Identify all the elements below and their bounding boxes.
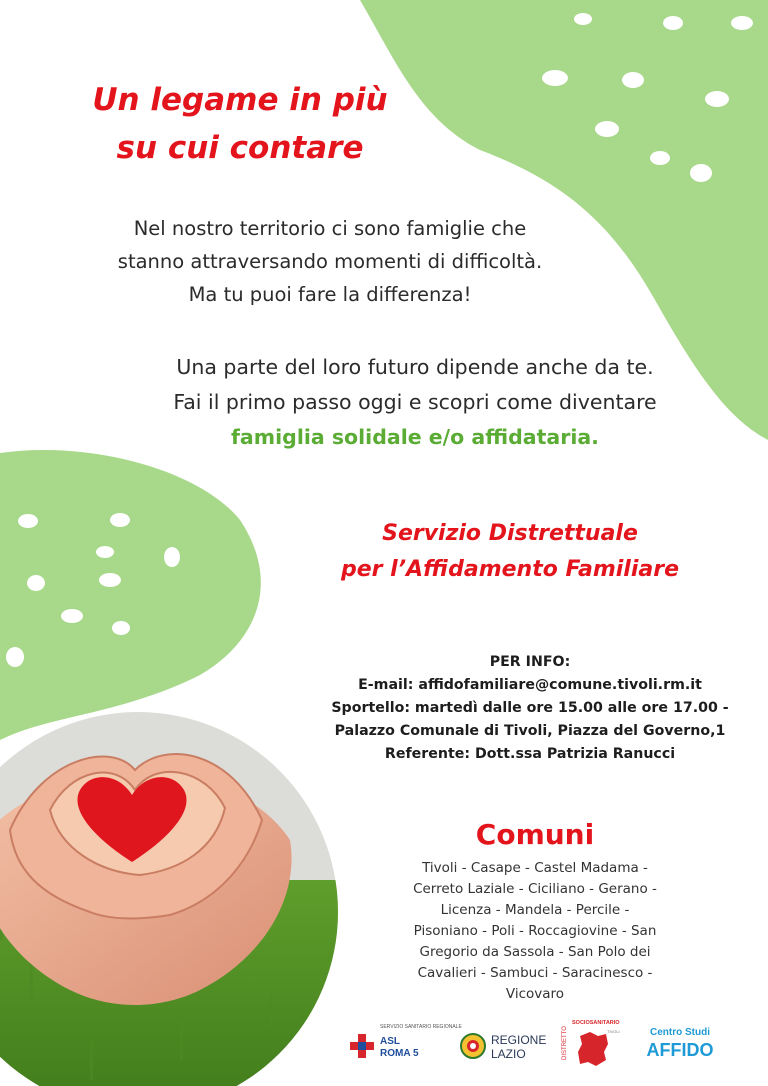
distretto-side-text: DISTRETTO — [561, 1026, 568, 1060]
comuni-line: Licenza - Mandela - Percile - — [440, 902, 630, 918]
call-to-action — [100, 350, 730, 455]
comuni-line: Tivoli - Casape - Castel Madama - — [422, 860, 648, 876]
comuni-line: Gregorio da Sassola - San Polo dei — [419, 944, 651, 960]
comuni-line: Pisoniano - Poli - Roccagiovine - San — [413, 923, 657, 939]
regione-lazio-logo — [460, 1030, 552, 1064]
service-line-2: per l’Affidamento Familiare — [340, 557, 680, 582]
service-name — [260, 516, 760, 588]
asl-line-2: ROMA 5 — [380, 1048, 419, 1059]
distretto-city-text: TIVOLI — [607, 1029, 620, 1034]
cta-highlight: famiglia solidale e/o affidataria. — [231, 425, 599, 449]
comuni-line: Cavalieri - Sambuci - Saracinesco - — [417, 965, 653, 981]
regione-line-1: REGIONE — [491, 1033, 547, 1047]
asl-roma5-logo — [348, 1024, 462, 1064]
affido-line-2: AFFIDO — [646, 1040, 714, 1060]
distretto-sociosanitario-logo — [562, 1018, 624, 1070]
intro-text — [40, 212, 620, 311]
asl-top-text: SERVIZIO SANITARIO REGIONALE — [380, 1024, 462, 1030]
comuni-list — [385, 858, 685, 1005]
service-line-1: Servizio Distrettuale — [382, 521, 638, 546]
info-hours: Sportello: martedì dalle ore 15.00 alle ore 17.00 - — [331, 700, 729, 716]
asl-line-1: ASL — [380, 1036, 400, 1047]
regione-line-2: LAZIO — [491, 1047, 526, 1061]
info-heading: PER INFO: — [489, 654, 571, 670]
cta-line-1: Una parte del loro futuro dipende anche da te. — [176, 355, 654, 379]
district-map-icon — [576, 1030, 610, 1068]
centro-studi-affido-logo — [640, 1027, 720, 1067]
intro-line-2: stanno attraversando momenti di difficoltà. — [117, 250, 543, 273]
comuni-line: Vicovaro — [505, 986, 565, 1002]
info-address: Palazzo Comunale di Tivoli, Piazza del Governo,1 — [334, 723, 726, 739]
headline-line-2: su cui contare — [116, 130, 364, 166]
info-email[interactable]: E-mail: affidofamiliare@comune.tivoli.rm.it — [358, 677, 702, 693]
cta-line-2: Fai il primo passo oggi e scopri come diventare — [173, 390, 657, 414]
distretto-brand-text: SOCIOSANITARIO — [572, 1020, 620, 1026]
medical-cross-icon — [350, 1034, 374, 1058]
intro-line-3: Ma tu puoi fare la differenza! — [188, 283, 472, 306]
comuni-title: Comuni — [475, 818, 595, 851]
intro-line-1: Nel nostro territorio ci sono famiglie che — [133, 217, 527, 240]
info-block — [290, 651, 768, 766]
regione-emblem-icon — [460, 1033, 486, 1059]
affido-line-1: Centro Studi — [650, 1027, 710, 1038]
left-green-blob — [0, 450, 261, 740]
info-contact: Referente: Dott.ssa Patrizia Ranucci — [384, 746, 676, 762]
headline — [40, 76, 440, 172]
comuni-line: Cerreto Laziale - Ciciliano - Gerano - — [413, 881, 657, 897]
headline-line-1: Un legame in più — [92, 82, 388, 118]
